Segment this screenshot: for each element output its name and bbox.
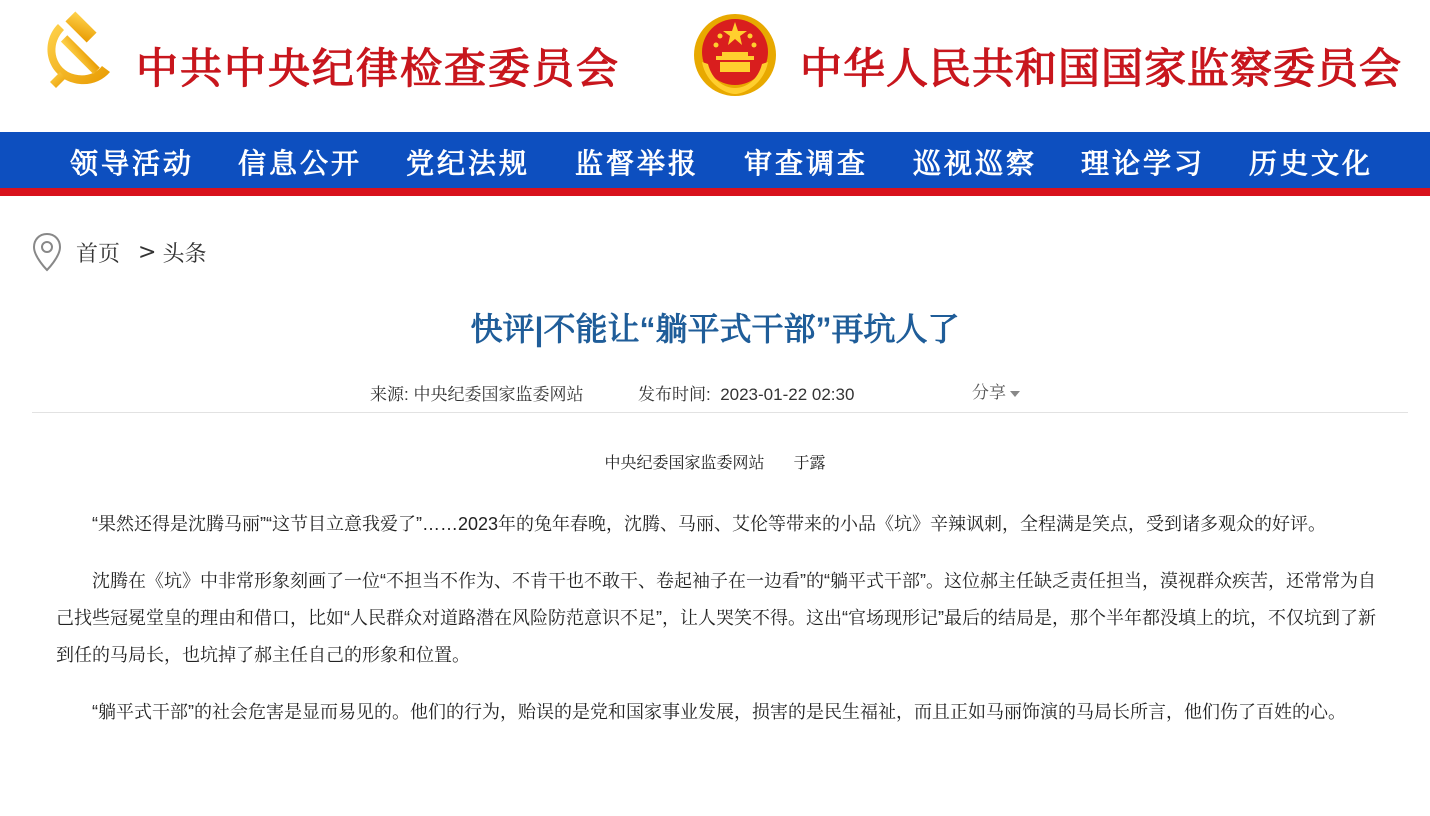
national-emblem-icon[interactable] (692, 12, 778, 98)
meta-divider (32, 412, 1408, 413)
source-label: 来源: (370, 385, 409, 404)
article-paragraph: “果然还得是沈腾马丽”“这节目立意我爱了”……2023年的兔年春晚，沈腾、马丽、艾伦等带来的小品《坑》辛辣讽刺，全程满是笑点，受到诸多观众的好评。 (92, 514, 1327, 534)
cdi-title[interactable]: 中共中央纪律检查委员会 (136, 44, 621, 93)
share-label: 分享 (972, 383, 1006, 402)
nav-item-supervision-report[interactable]: 监督举报 (575, 147, 700, 180)
article-paragraph: “躺平式干部”的社会危害是显而易见的。他们的行为，贻误的是党和国家事业发展，损害的是民生福祉，而且正如马丽饰演的马局长所言，他们伤了百姓的心。 (92, 702, 1346, 722)
main-nav (0, 132, 1430, 188)
breadcrumb-current-link[interactable]: 头条 (162, 241, 207, 267)
party-emblem-icon[interactable] (36, 10, 120, 94)
article-byline: 中央纪委国家监委网站 于露 (604, 453, 826, 472)
share-button[interactable] (972, 378, 1020, 403)
article-publish-time (638, 380, 854, 405)
nsc-title[interactable]: 中华人民共和国国家监察委员会 (800, 44, 1403, 93)
article-title: 快评|不能让“躺平式干部”再坑人了 (470, 311, 960, 347)
breadcrumb-home-link[interactable]: 首页 (76, 241, 121, 267)
location-pin-icon (32, 232, 62, 272)
nav-item-info-disclosure[interactable]: 信息公开 (238, 147, 363, 180)
nav-item-leadership[interactable]: 领导活动 (70, 147, 195, 180)
article-meta (0, 378, 1430, 404)
site-header (0, 0, 1430, 132)
article-body (56, 506, 1382, 751)
source-value: 中央纪委国家监委网站 (413, 385, 584, 404)
nav-underline (0, 188, 1430, 196)
nav-item-inspection[interactable]: 巡视巡察 (913, 147, 1038, 180)
nav-item-history-culture[interactable]: 历史文化 (1249, 147, 1374, 180)
nav-item-investigation[interactable]: 审查调查 (744, 147, 869, 180)
chevron-down-icon (1010, 391, 1020, 397)
nav-item-party-regulations[interactable]: 党纪法规 (406, 147, 531, 180)
breadcrumb (32, 232, 206, 272)
time-value: 2023-01-22 02:30 (720, 385, 855, 404)
time-label: 发布时间: (638, 385, 711, 404)
article-source (370, 380, 583, 405)
breadcrumb-separator: > (138, 239, 157, 265)
nav-item-theory-study[interactable]: 理论学习 (1081, 147, 1206, 180)
article-paragraph: 沈腾在《坑》中非常形象刻画了一位“不担当不作为、不肯干也不敢干、卷起袖子在一边看”的“躺平式干部”。这位郝主任缺乏责任担当，漠视群众疾苦，还常常为自己找些冠冕堂皇的理由和借口，比如“人民群众对道路潜在风险防范意识不足”，让人哭笑不得。这出“官场现形记”最后的结局是，那个半年都没填上的坑，不仅坑到了新到任的马局长，也坑掉了郝主任自己的形象和位置。 (56, 571, 1376, 665)
